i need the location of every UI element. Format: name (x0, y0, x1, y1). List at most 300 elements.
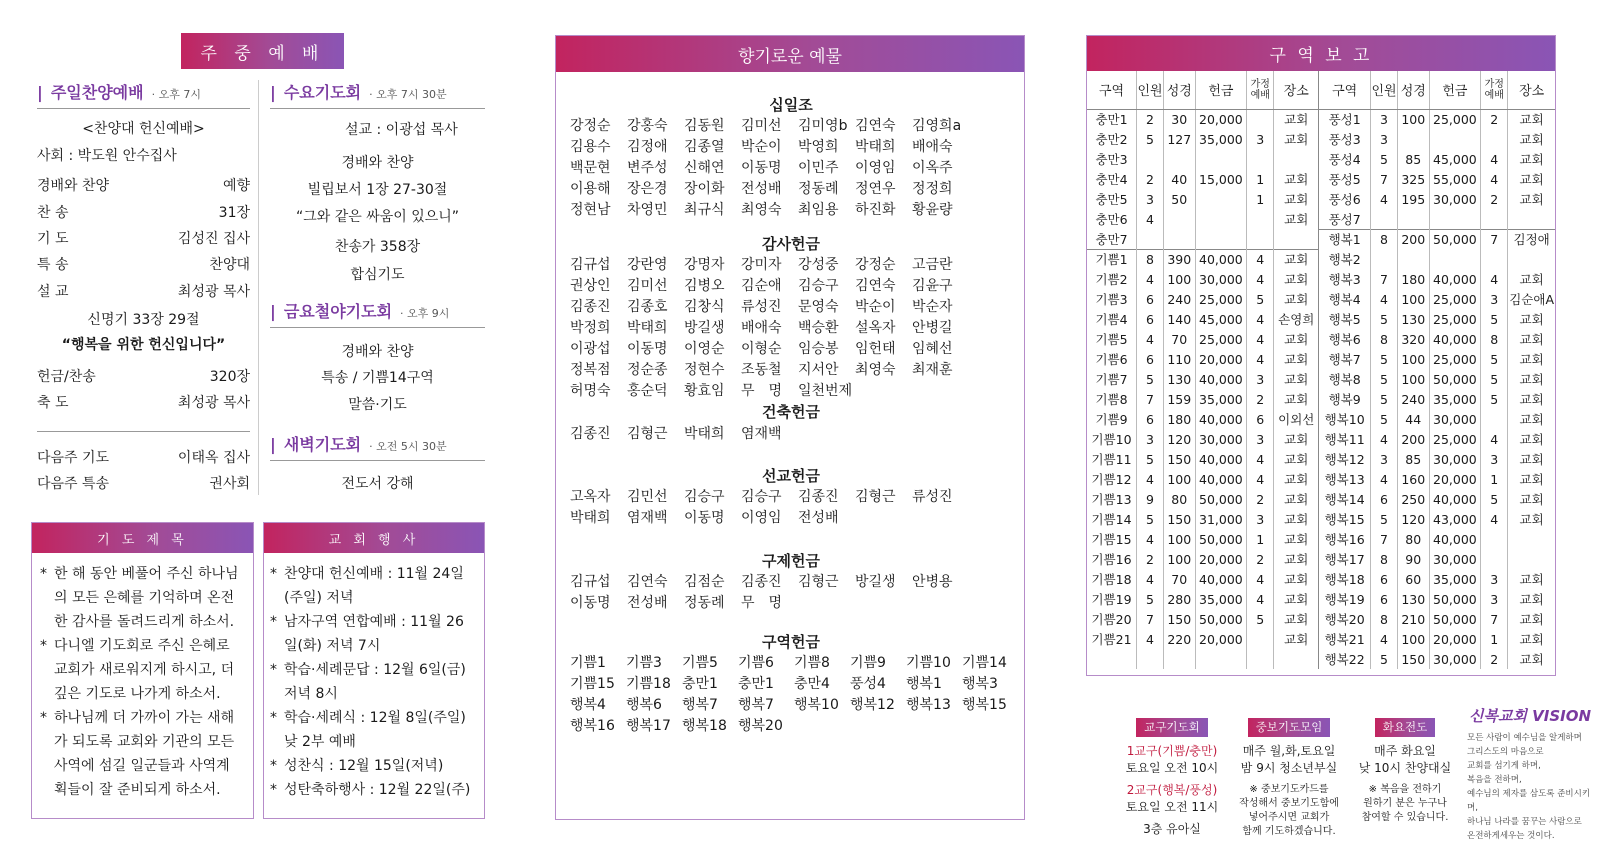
donor-name: 기쁨10 (906, 655, 951, 671)
donor-name: 무 명 (741, 595, 783, 611)
vision-line: 교회를 섬기게 하며, (1467, 761, 1541, 771)
donor-name: 안병길 (912, 320, 953, 336)
district-name-cell: 행복5 (1319, 309, 1371, 329)
report-cell: 1 (1247, 189, 1274, 209)
donor-name: 기쁨1 (570, 655, 606, 671)
report-cell: 100 (1398, 369, 1430, 389)
report-cell: 6 (1247, 409, 1274, 429)
report-cell: 5 (1371, 649, 1398, 669)
district-name-cell: 행복14 (1319, 489, 1371, 509)
report-cell: 교회 (1519, 612, 1544, 627)
district-name-cell: 행복11 (1319, 429, 1371, 449)
donor-name: 이영순 (684, 341, 725, 357)
report-cell: 200 (1398, 229, 1430, 249)
report-cell: 4 (1247, 449, 1274, 469)
report-cell (1247, 629, 1274, 649)
report-cell: 4 (1247, 269, 1274, 289)
report-cell: 교회 (1274, 549, 1319, 569)
donor-name: 변주성 (627, 160, 668, 176)
district-name-cell: 행복4 (1319, 289, 1371, 309)
donor-name: 기쁨3 (626, 655, 662, 671)
report-cell: 교회 (1519, 492, 1544, 507)
report-cell: 280 (1164, 589, 1196, 609)
report-cell: 25,000 (1429, 289, 1481, 309)
table-row (1087, 549, 1555, 569)
report-cell: 20,000 (1195, 109, 1247, 129)
donor-name: 이용해 (570, 181, 611, 197)
report-cell: 25,000 (1195, 289, 1247, 309)
report-cell: 195 (1398, 189, 1430, 209)
col-header: 구역 (1087, 71, 1137, 109)
report-cell: 손영희 (1274, 309, 1319, 329)
report-cell (1508, 549, 1555, 569)
report-cell: 5 (1371, 149, 1398, 169)
report-cell (1508, 209, 1555, 229)
report-cell: 5 (1137, 129, 1164, 149)
report-cell: 150 (1164, 509, 1196, 529)
donor-name: 문영숙 (798, 299, 839, 315)
report-cell: 325 (1398, 169, 1430, 189)
donor-name: 조동철 (741, 362, 782, 378)
report-cell: 45,000 (1195, 309, 1247, 329)
report-cell (1429, 129, 1481, 149)
report-cell: 교회 (1274, 389, 1319, 409)
donor-name: 행복7 (738, 697, 774, 713)
report-cell: 4 (1137, 629, 1164, 649)
report-cell: 30,000 (1429, 189, 1481, 209)
district-name-cell: 기쁨15 (1087, 529, 1137, 549)
donor-name: 김규섭 (570, 257, 611, 273)
donor-name: 정정희 (912, 181, 953, 197)
donor-name: 박순이 (855, 299, 896, 315)
donor-name: 행복4 (570, 697, 606, 713)
donor-name: 박태희 (684, 426, 725, 442)
report-cell: 4 (1481, 429, 1508, 449)
donor-name: 김종열 (684, 139, 725, 155)
report-cell: 3 (1137, 189, 1164, 209)
report-cell: 교회 (1274, 349, 1319, 369)
report-cell: 2 (1247, 549, 1274, 569)
prayer-title: 기 도 제 목 (32, 523, 253, 553)
report-cell: 7 (1371, 169, 1398, 189)
report-header-row (1087, 71, 1555, 109)
donor-name: 고금란 (912, 257, 953, 273)
report-cell (1481, 129, 1508, 149)
report-cell (1137, 649, 1164, 669)
wednesday-preacher: 설교 : 이광섭 목사 (345, 122, 458, 138)
offering-names (570, 653, 1020, 737)
donor-name: 풍성4 (850, 676, 886, 692)
order-row (37, 175, 250, 195)
district-report-box (1086, 35, 1556, 676)
district-name-cell: 충만1 (1087, 109, 1137, 129)
report-cell: 5 (1481, 489, 1508, 509)
report-cell: 40,000 (1195, 449, 1247, 469)
donor-name: 설옥자 (855, 320, 896, 336)
next-row (37, 473, 250, 493)
report-cell: 160 (1398, 469, 1430, 489)
district-name-cell: 기쁨20 (1087, 609, 1137, 629)
report-cell: 교회 (1519, 572, 1544, 587)
report-cell: 1 (1481, 469, 1508, 489)
district-prayer-title: 교구기도회 (1136, 718, 1208, 737)
order-label: 기 도 (37, 231, 69, 247)
report-cell: 15,000 (1195, 169, 1247, 189)
col-header: 가정 예배 (1481, 71, 1508, 109)
report-cell (1247, 149, 1274, 169)
district-name-cell: 기쁨16 (1087, 549, 1137, 569)
report-cell: 4 (1371, 469, 1398, 489)
table-row (1087, 369, 1555, 389)
report-cell: 교회 (1274, 189, 1319, 209)
report-cell: 40,000 (1195, 369, 1247, 389)
report-cell: 30 (1164, 109, 1196, 129)
table-row (1087, 649, 1555, 669)
order-value: 최성광 목사 (177, 395, 250, 411)
friday-time: · 오후 9시 (400, 307, 450, 320)
report-cell: 5 (1481, 309, 1508, 329)
report-cell: 5 (1371, 409, 1398, 429)
donor-name: 정동례 (798, 181, 839, 197)
report-cell: 50,000 (1429, 229, 1481, 249)
donor-name: 기쁨14 (962, 655, 1007, 671)
report-cell (1481, 209, 1508, 229)
report-cell: 3 (1247, 369, 1274, 389)
offering-names (570, 572, 1020, 614)
district-name-cell: 충만3 (1087, 149, 1137, 169)
report-cell: 교회 (1519, 132, 1544, 147)
donor-name: 임승봉 (798, 341, 839, 357)
donor-name: 최임용 (798, 202, 839, 218)
donor-name: 기쁨5 (682, 655, 718, 671)
report-cell: 320 (1398, 329, 1430, 349)
report-cell: 40,000 (1429, 489, 1481, 509)
report-cell: 31,000 (1195, 509, 1247, 529)
col-header: 장소 (1274, 71, 1319, 109)
friday-name: 금요철야기도회 (283, 302, 393, 321)
sunday-program-title: <찬양대 헌신예배> (82, 121, 205, 137)
prayer-box (31, 522, 254, 819)
district-name-cell: 기쁨2 (1087, 269, 1137, 289)
order-label: 헌금/찬송 (37, 369, 96, 385)
vision-title: 신복교회 VISION (1469, 707, 1592, 725)
table-row (1087, 329, 1555, 349)
donor-name: 김승구 (684, 489, 725, 505)
district-name-cell: 충만5 (1087, 189, 1137, 209)
report-cell: 교회 (1519, 152, 1544, 167)
report-cell: 4 (1481, 269, 1508, 289)
col-header: 가정 예배 (1247, 71, 1274, 109)
report-cell: 5 (1371, 309, 1398, 329)
donor-name: 김미선 (627, 278, 668, 294)
offering-names (570, 487, 1020, 529)
district-prayer-line: 1교구(기쁨/충만) (1126, 744, 1218, 758)
district-name-cell: 행복1 (1319, 229, 1371, 249)
report-cell (1247, 649, 1274, 669)
donor-name: 전성배 (627, 595, 668, 611)
report-cell: 교회 (1519, 452, 1544, 467)
donor-name: 허명숙 (570, 383, 611, 399)
donor-name: 권상인 (570, 278, 611, 294)
intercession-title: 중보기도모임 (1248, 718, 1331, 737)
report-cell: 6 (1137, 349, 1164, 369)
report-cell: 교회 (1519, 172, 1544, 187)
report-cell: 100 (1164, 529, 1196, 549)
report-cell: 100 (1164, 469, 1196, 489)
district-prayer-line: 토요일 오전 11시 (1125, 800, 1219, 814)
district-name-cell: 기쁨7 (1087, 369, 1137, 389)
tuesday-evangelism-line: 낮 10시 찬양대실 (1358, 761, 1452, 775)
table-row (1087, 509, 1555, 529)
table-row (1087, 389, 1555, 409)
donor-name: 배애숙 (741, 320, 782, 336)
tuesday-evangelism-note: ※ 복음을 전하기 (1368, 784, 1442, 795)
district-name-cell: 기쁨19 (1087, 589, 1137, 609)
report-cell: 교회 (1274, 609, 1319, 629)
donor-name: 박영희 (798, 139, 839, 155)
donor-name: 강란영 (627, 257, 668, 273)
report-cell: 교회 (1274, 429, 1319, 449)
report-cell: 교회 (1274, 589, 1319, 609)
report-cell: 390 (1164, 249, 1196, 269)
report-cell (1247, 109, 1274, 129)
report-cell: 교회 (1274, 269, 1319, 289)
sunday-sermon-title: “행복을 위한 헌신입니다” (61, 337, 226, 353)
report-cell: 180 (1398, 269, 1430, 289)
intercession-note: ※ 중보기도카드를 (1249, 784, 1329, 795)
report-cell: 교회 (1519, 592, 1544, 607)
district-name-cell: 행복20 (1319, 609, 1371, 629)
donor-name: 배애숙 (912, 139, 953, 155)
report-cell (1164, 229, 1196, 249)
table-row (1087, 609, 1555, 629)
report-cell: 100 (1164, 549, 1196, 569)
donor-name: 강명자 (684, 257, 725, 273)
report-cell: 4 (1481, 169, 1508, 189)
heading-bar: | (270, 83, 276, 102)
table-row (1087, 109, 1555, 129)
report-cell: 150 (1164, 609, 1196, 629)
report-cell: 3 (1371, 109, 1398, 129)
col-header: 성경 (1398, 71, 1430, 109)
report-cell: 2 (1247, 489, 1274, 509)
offering-category-title: 십일조 (769, 96, 813, 114)
district-name-cell: 기쁨4 (1087, 309, 1137, 329)
report-cell: 7 (1137, 609, 1164, 629)
tuesday-evangelism-note: 참여할 수 있습니다. (1361, 812, 1449, 823)
district-name-cell: 기쁨14 (1087, 509, 1137, 529)
report-cell: 50,000 (1195, 529, 1247, 549)
report-cell: 교회 (1519, 352, 1544, 367)
report-cell: 교회 (1274, 109, 1319, 129)
donor-name: 류성진 (741, 299, 782, 315)
donor-name: 김형근 (798, 574, 839, 590)
donor-name: 이동명 (741, 160, 782, 176)
report-cell: 4 (1371, 189, 1398, 209)
vision-line: 온전하게세우는 것이다. (1467, 831, 1555, 841)
donor-name: 행복12 (850, 697, 895, 713)
district-name-cell: 행복22 (1319, 649, 1371, 669)
report-cell: 25,000 (1429, 429, 1481, 449)
vision-line: 그리스도의 마음으로 (1467, 747, 1544, 757)
next-value: 권사회 (209, 476, 250, 492)
report-cell: 3 (1247, 509, 1274, 529)
friday-line: 경배와 찬양 (341, 344, 414, 360)
report-cell: 35,000 (1195, 129, 1247, 149)
report-cell: 5 (1371, 369, 1398, 389)
offering-category-title: 구제헌금 (762, 552, 820, 570)
report-cell: 7 (1371, 529, 1398, 549)
report-cell: 교회 (1274, 369, 1319, 389)
report-cell: 240 (1398, 389, 1430, 409)
report-cell: 4 (1137, 529, 1164, 549)
report-cell: 교회 (1274, 329, 1319, 349)
report-cell: 교회 (1274, 469, 1319, 489)
tuesday-evangelism-title: 화요전도 (1375, 718, 1435, 737)
report-cell (1481, 529, 1508, 549)
offerings-box (555, 35, 1025, 820)
order-label: 특 송 (37, 257, 69, 273)
col-header: 인원 (1371, 71, 1398, 109)
report-cell: 4 (1371, 429, 1398, 449)
donor-name: 김미영b (798, 118, 848, 134)
report-cell: 6 (1137, 409, 1164, 429)
offering-category-title: 감사헌금 (762, 235, 820, 253)
col-header: 헌금 (1195, 71, 1247, 109)
report-cell: 30,000 (1429, 409, 1481, 429)
donor-name: 최재훈 (912, 362, 953, 378)
report-cell: 3 (1481, 589, 1508, 609)
report-cell: 4 (1481, 149, 1508, 169)
donor-name: 안병용 (912, 574, 953, 590)
report-cell: 100 (1398, 109, 1430, 129)
col-header: 장소 (1508, 71, 1555, 109)
donor-name: 기쁨9 (850, 655, 886, 671)
district-name-cell: 풍성7 (1319, 209, 1371, 229)
donor-name: 김정애 (627, 139, 668, 155)
order-row (37, 228, 250, 248)
report-cell (1274, 229, 1319, 249)
report-cell: 44 (1398, 409, 1430, 429)
table-row (1087, 349, 1555, 369)
wednesday-name: 수요기도회 (283, 83, 362, 102)
donor-name: 김규섭 (570, 574, 611, 590)
offerings-title: 향기로운 예물 (556, 36, 1024, 72)
donor-name: 장은경 (627, 181, 668, 197)
district-name-cell: 기쁨8 (1087, 389, 1137, 409)
table-row (1087, 529, 1555, 549)
donor-name: 방길생 (684, 320, 725, 336)
report-cell (1274, 649, 1319, 669)
table-row (1087, 229, 1555, 249)
donor-name: 김점순 (684, 574, 725, 590)
district-name-cell: 행복12 (1319, 449, 1371, 469)
report-cell: 4 (1371, 289, 1398, 309)
report-cell: 1 (1247, 529, 1274, 549)
report-cell: 5 (1481, 349, 1508, 369)
donor-name: 행복1 (906, 676, 942, 692)
district-name-cell: 행복16 (1319, 529, 1371, 549)
order-label: 찬 송 (37, 205, 69, 221)
report-cell: 교회 (1519, 332, 1544, 347)
donor-name: 강정순 (570, 118, 611, 134)
report-cell: 40,000 (1195, 469, 1247, 489)
report-cell: 40,000 (1429, 529, 1481, 549)
district-report-title: 구 역 보 고 (1087, 36, 1555, 71)
donor-name: 김종진 (570, 426, 611, 442)
report-cell: 3 (1371, 129, 1398, 149)
report-cell: 40,000 (1195, 569, 1247, 589)
table-row (1087, 169, 1555, 189)
donor-name: 이동명 (627, 341, 668, 357)
report-cell: 1 (1247, 169, 1274, 189)
report-cell: 30,000 (1429, 649, 1481, 669)
report-cell: 5 (1137, 449, 1164, 469)
report-cell: 5 (1137, 589, 1164, 609)
donor-name: 행복20 (738, 718, 783, 734)
donor-name: 행복13 (906, 697, 951, 713)
donor-name: 김승구 (741, 489, 782, 505)
order-value: 예향 (222, 178, 250, 194)
report-cell: 40,000 (1195, 249, 1247, 269)
report-cell: 5 (1137, 369, 1164, 389)
donor-name: 신해연 (684, 160, 725, 176)
donor-name: 이영임 (741, 510, 782, 526)
district-name-cell: 풍성5 (1319, 169, 1371, 189)
intercession-note: 작성해서 중보기도함에 (1239, 798, 1339, 809)
donor-name: 이동명 (570, 595, 611, 611)
report-cell: 50,000 (1429, 589, 1481, 609)
report-cell: 110 (1164, 349, 1196, 369)
table-row (1087, 429, 1555, 449)
donor-name: 박순이 (741, 139, 782, 155)
intercession-note: 넣어주시면 교회가 (1248, 812, 1330, 823)
donor-name: 김연숙 (855, 118, 896, 134)
report-cell (1508, 529, 1555, 549)
report-cell (1481, 249, 1508, 269)
donor-name: 최영숙 (741, 202, 782, 218)
sunday-service-time: · 오후 7시 (151, 88, 201, 101)
donor-name: 일천번제 (798, 383, 853, 399)
report-cell: 4 (1481, 509, 1508, 529)
district-name-cell: 행복9 (1319, 389, 1371, 409)
donor-name: 이형순 (741, 341, 782, 357)
report-cell: 김순애A (1509, 292, 1555, 307)
donor-name: 행복6 (626, 697, 662, 713)
report-cell: 40 (1164, 169, 1196, 189)
donor-name: 강정순 (855, 257, 896, 273)
offering-names (570, 116, 1020, 221)
order-label: 축 도 (37, 395, 69, 411)
order-value: 찬양대 (209, 257, 250, 273)
event-item: * 학습·세례문답 : 12월 6일(금) 저녁 8시 (270, 658, 474, 706)
district-name-cell: 행복13 (1319, 469, 1371, 489)
donor-name: 김동원 (684, 118, 725, 134)
donor-name: 이민주 (798, 160, 839, 176)
donor-name: 충만1 (738, 676, 774, 692)
district-name-cell: 충만7 (1087, 229, 1137, 249)
report-cell (1371, 209, 1398, 229)
events-box (263, 522, 485, 819)
district-prayer-line: 2교구(행복/풍성) (1126, 783, 1218, 797)
donor-name: 염재백 (627, 510, 668, 526)
friday-heading (270, 299, 485, 328)
report-cell: 3 (1247, 429, 1274, 449)
report-cell: 5 (1371, 509, 1398, 529)
report-cell: 교회 (1274, 629, 1319, 649)
report-cell: 3 (1371, 449, 1398, 469)
table-row (1087, 449, 1555, 469)
